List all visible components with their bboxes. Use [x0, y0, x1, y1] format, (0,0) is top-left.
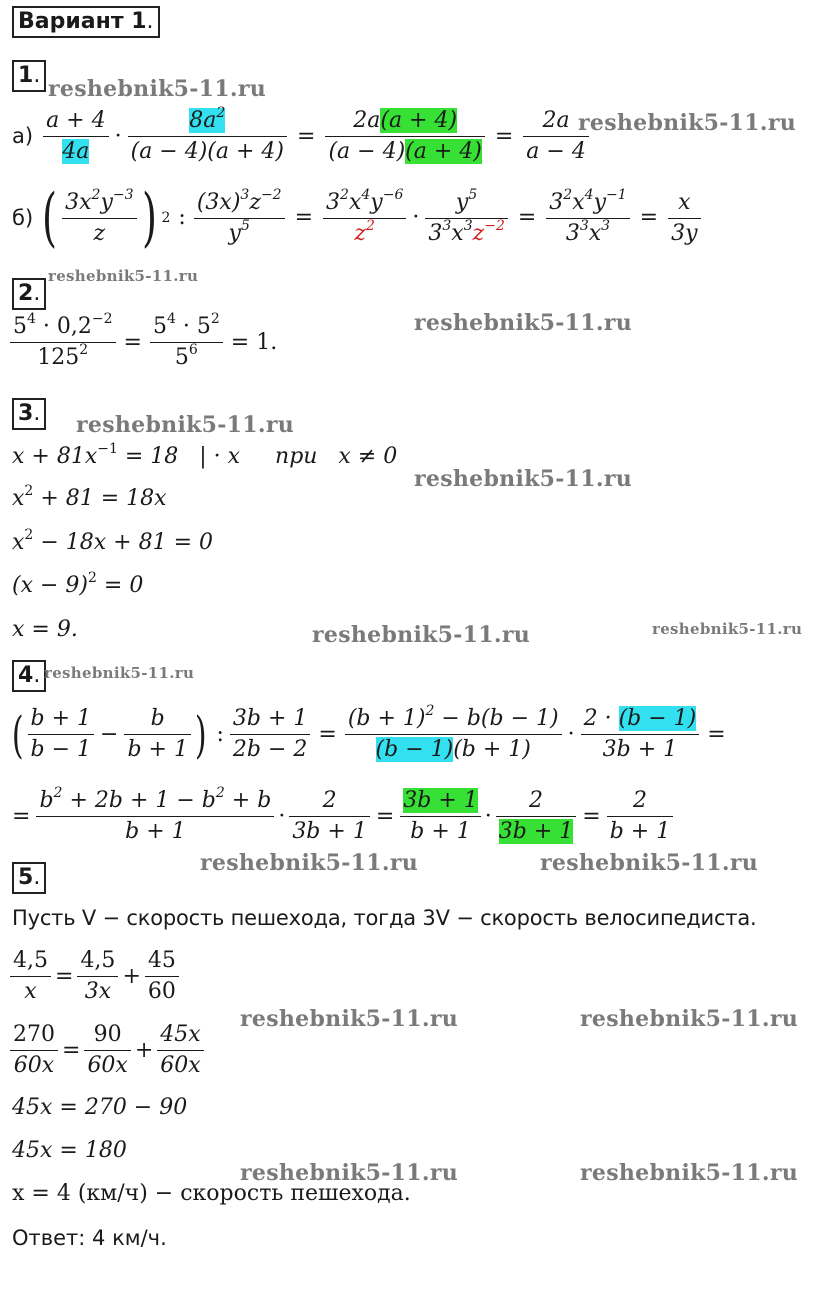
- watermark: reshebnik5-11.ru: [48, 76, 267, 102]
- fraction: $\frac{(3x)^3z^{-2}}{y^5}$: [194, 188, 285, 249]
- task5-eq-3: 45x = 270 − 90: [12, 1095, 188, 1120]
- task4-line-1: ( $\frac{b + 1}{b - 1}$ − $\frac{b}{b + 1}$ ) : $\frac{3b + 1}{2b - 2}$ = $\frac{(b + 1)^2 - b(b - 1)}{(b - 1)(b + 1)}$ · $\frac{2 \cdot (b - 1)}{3b + 1}$ =: [11, 703, 726, 764]
- watermark: reshebnik5-11.ru: [414, 310, 633, 336]
- task-number-1: 1.: [12, 60, 46, 92]
- watermark: reshebnik5-11.ru: [76, 412, 295, 438]
- variant-title-text: Вариант 1: [18, 9, 147, 34]
- fraction: $\frac{a + 4}{4a}$: [43, 106, 109, 167]
- task5-eq-5: x = 4 (км/ч) − скорость пешехода.: [12, 1181, 411, 1206]
- task5-eq-4: 45x = 180: [12, 1138, 127, 1163]
- task1-b-equation: б) ( $\frac{3x^2y^{-3}}{z}$ ) 2 : $\frac{(3x)^3z^{-2}}{y^5}$ = $\frac{3^2x^4y^{-6}}{z^2}$ · $\frac{y^5}{3^3x^3z^{-2}}$ = $\frac{3^2x^4y^{-1}}{3^3x^3}$ = $\frac{x}{3y}$: [12, 186, 701, 250]
- watermark: reshebnik5-11.ru: [200, 850, 419, 876]
- task5-eq-2: $\frac{270}{60x}$ = $\frac{90}{60x}$ + $\frac{45x}{60x}$: [10, 1020, 204, 1081]
- task3-line-3: $x^2 - 18x + 81 = 0$: [12, 527, 213, 555]
- fraction: $\frac{2}{b + 1}$: [607, 786, 674, 847]
- task3-line-2: $x^2 + 81 = 18x$: [12, 483, 167, 511]
- fraction: $\frac{4,5}{3x}$: [77, 946, 118, 1007]
- watermark: reshebnik5-11.ru: [580, 1006, 799, 1032]
- fraction: $\frac{4,5}{x}$: [10, 946, 51, 1007]
- fraction: $\frac{3^2x^4y^{-6}}{z^2}$: [323, 188, 406, 249]
- task3-line-5: x = 9.: [12, 617, 78, 642]
- fraction: $\frac{2 \cdot (b - 1)}{3b + 1}$: [581, 704, 700, 765]
- fraction: $\frac{90}{60x}$: [84, 1020, 130, 1081]
- fraction: $\frac{3x^2y^{-3}}{z}$: [62, 188, 136, 249]
- watermark: reshebnik5-11.ru: [414, 466, 633, 492]
- fraction: $\frac{3b + 1}{b + 1}$: [400, 786, 481, 847]
- fraction: $\frac{8a^2}{(a - 4)(a + 4)}$: [128, 106, 287, 167]
- watermark: reshebnik5-11.ru: [240, 1160, 459, 1186]
- watermark: reshebnik5-11.ru: [578, 110, 797, 136]
- fraction: $\frac{b}{b + 1}$: [124, 704, 191, 765]
- task1-a-label: а): [12, 124, 34, 148]
- fraction: $\frac{3^2x^4y^{-1}}{3^3x^3}$: [546, 188, 629, 249]
- watermark: reshebnik5-11.ru: [580, 1160, 799, 1186]
- fraction: $\frac{y^5}{3^3x^3z^{-2}}$: [425, 188, 508, 249]
- task-number-4: 4.: [12, 660, 46, 692]
- fraction: $\frac{(b + 1)^2 - b(b - 1)}{(b - 1)(b + 1)}$: [345, 704, 562, 765]
- task-number-2: 2.: [12, 278, 46, 310]
- watermark: reshebnik5-11.ru: [652, 620, 803, 638]
- fraction: $\frac{5^4 \cdot 5^2}{5^6}$: [150, 312, 223, 373]
- task2-equation: $\frac{5^4 \cdot 0,2^{-2}}{125^2}$ = $\frac{5^4 \cdot 5^2}{5^6}$ = 1.: [10, 312, 285, 373]
- fraction: $\frac{45}{60}$: [145, 946, 179, 1007]
- task3-line-1: $x + 81x^{-1} = 18$ | · x при x ≠ 0: [12, 441, 398, 469]
- fraction: $\frac{270}{60x}$: [10, 1020, 58, 1081]
- fraction: $\frac{5^4 \cdot 0,2^{-2}}{125^2}$: [10, 312, 116, 373]
- watermark: reshebnik5-11.ru: [540, 850, 759, 876]
- watermark: reshebnik5-11.ru: [240, 1006, 459, 1032]
- task1-a-equation: а) $\frac{a + 4}{4a}$ · $\frac{8a^2}{(a - 4)(a + 4)}$ = $\frac{2a(a + 4)}{(a - 4)(a + 4)}$ = $\frac{2a}{a - 4}$: [12, 106, 589, 167]
- task5-answer: Ответ: 4 км/ч.: [12, 1226, 167, 1250]
- task4-line-2: = $\frac{b^2 + 2b + 1 - b^2 + b}{b + 1}$ · $\frac{2}{3b + 1}$ = $\frac{3b + 1}{b + 1}$ · $\frac{2}{3b + 1}$ = $\frac{2}{b + 1}$: [12, 786, 673, 847]
- task-number-3: 3.: [12, 398, 46, 430]
- fraction: $\frac{2}{3b + 1}$: [496, 786, 577, 847]
- fraction: $\frac{b^2 + 2b + 1 - b^2 + b}{b + 1}$: [36, 786, 274, 847]
- fraction: $\frac{2}{3b + 1}$: [289, 786, 370, 847]
- fraction: $\frac{b + 1}{b - 1}$: [28, 704, 95, 765]
- watermark: reshebnik5-11.ru: [48, 267, 199, 285]
- fraction: $\frac{2a(a + 4)}{(a - 4)(a + 4)}$: [325, 106, 484, 167]
- fraction: $\frac{45x}{60x}$: [157, 1020, 203, 1081]
- task1-b-label: б): [12, 205, 34, 230]
- watermark: reshebnik5-11.ru: [44, 664, 195, 682]
- fraction: $\frac{2a}{a - 4}$: [523, 106, 589, 167]
- fraction: $\frac{x}{3y}$: [668, 188, 700, 249]
- task3-line-4: $(x - 9)^2 = 0$: [12, 570, 144, 598]
- watermark: reshebnik5-11.ru: [312, 622, 531, 648]
- task5-intro: Пусть V − скорость пешехода, тогда 3V − скорость велосипедиста.: [12, 906, 757, 930]
- task5-eq-1: $\frac{4,5}{x}$ = $\frac{4,5}{3x}$ + $\frac{45}{60}$: [10, 946, 179, 1007]
- fraction: $\frac{3b + 1}{2b - 2}$: [230, 704, 311, 765]
- variant-title: Вариант 1.: [12, 6, 160, 38]
- task-number-5: 5.: [12, 862, 46, 894]
